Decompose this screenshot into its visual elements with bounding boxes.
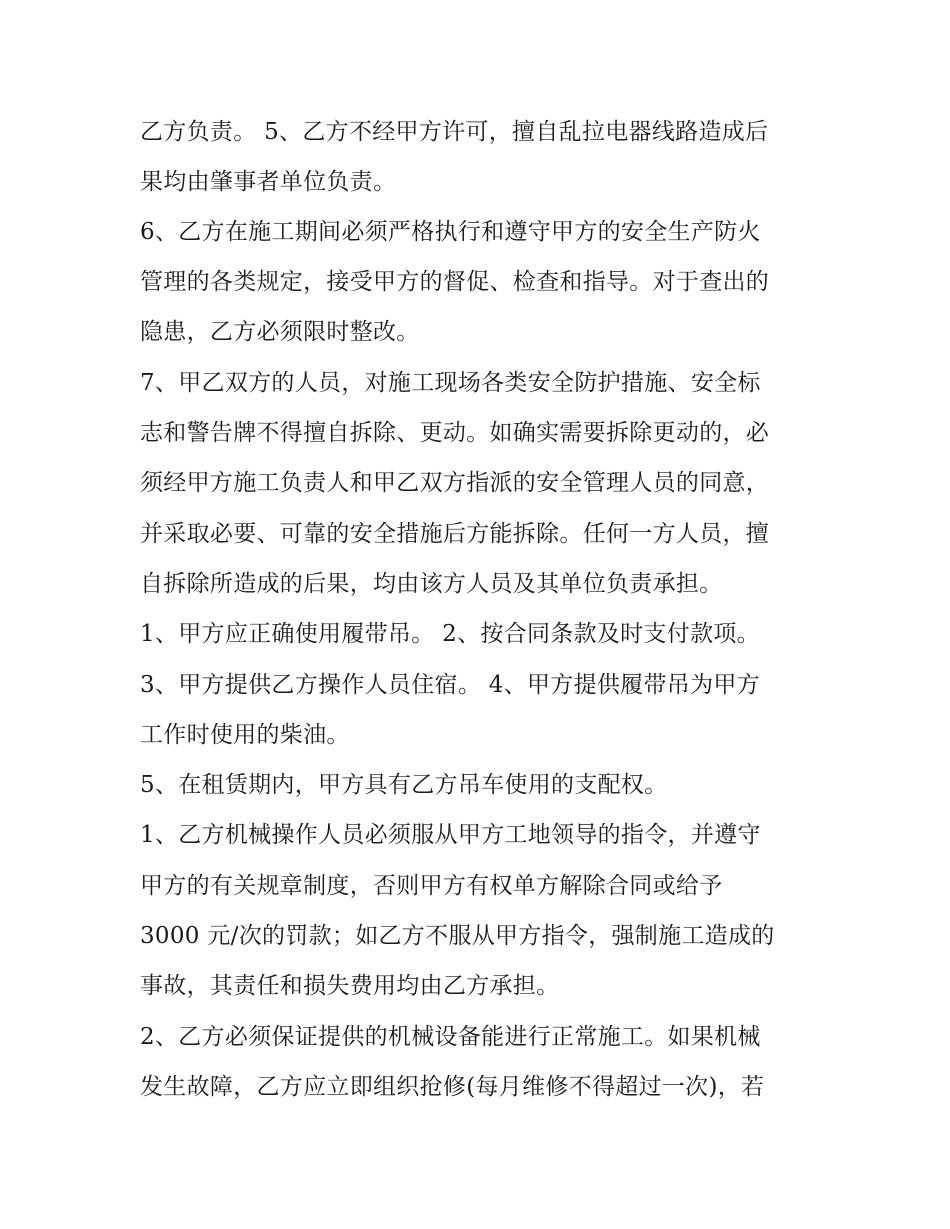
text-line: 发生故障，乙方应立即组织抢修(每月维修不得超过一次)，若 — [140, 1074, 765, 1100]
text-line: 工作时使用的柴油。 — [140, 722, 350, 748]
text-line: 事故，其责任和损失费用均由乙方承担。 — [140, 973, 560, 999]
text-line: 须经甲方施工负责人和甲乙双方指派的安全管理人员的同意， — [140, 470, 770, 496]
text-line: 1、乙方机械操作人员必须服从甲方工地领导的指令，并遵守 — [140, 822, 761, 848]
text-line: 5、在租赁期内，甲方具有乙方吊车使用的支配权。 — [140, 772, 668, 798]
text-line: 果均由肇事者单位负责。 — [140, 169, 397, 195]
text-line: 甲方的有关规章制度，否则甲方有权单方解除合同或给予 — [140, 873, 723, 899]
text-line: 7、甲乙双方的人员，对施工现场各类安全防护措施、安全标 — [140, 370, 761, 396]
text-line: 1、甲方应正确使用履带吊。 2、按合同条款及时支付款项。 — [140, 621, 760, 647]
text-line: 3000 元/次的罚款；如乙方不服从甲方指令，强制施工造成的 — [140, 923, 775, 949]
text-line: 并采取必要、可靠的安全措施后方能拆除。任何一方人员，擅 — [140, 521, 770, 547]
text-line: 管理的各类规定，接受甲方的督促、检查和指导。对于查出的 — [140, 269, 770, 295]
text-line: 2、乙方必须保证提供的机械设备能进行正常施工。如果机械 — [140, 1024, 761, 1050]
text-line: 乙方负责。 5、乙方不经甲方许可，擅自乱拉电器线路造成后 — [140, 119, 769, 145]
text-line: 3、甲方提供乙方操作人员住宿。 4、甲方提供履带吊为甲方 — [140, 672, 760, 698]
text-line: 隐患，乙方必须限时整改。 — [140, 319, 420, 345]
text-line: 志和警告牌不得擅自拆除、更动。如确实需要拆除更动的，必 — [140, 420, 770, 446]
text-line: 6、乙方在施工期间必须严格执行和遵守甲方的安全生产防火 — [140, 219, 761, 245]
text-line: 自拆除所造成的后果，均由该方人员及其单位负责承担。 — [140, 571, 723, 597]
